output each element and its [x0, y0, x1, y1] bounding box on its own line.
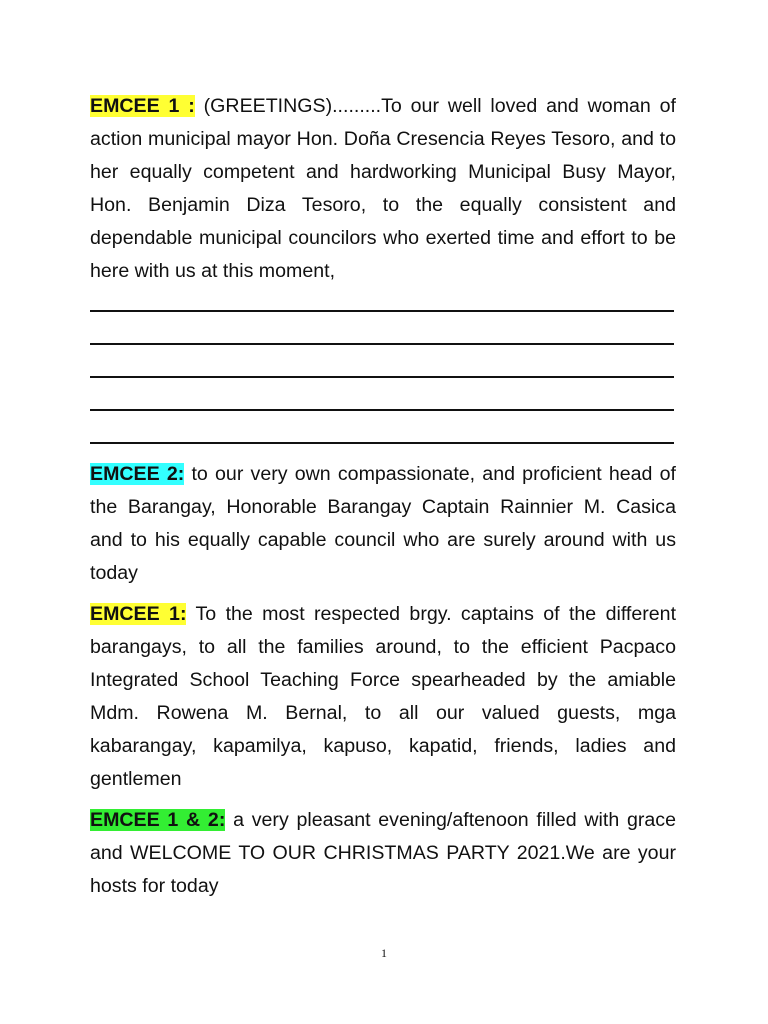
speaker-label-emcee-1: EMCEE 1: [90, 603, 187, 625]
paragraph-text: To the most respected brgy. captains of the different barangays, to all the families around, to the efficient Pacpaco Integrated School Teaching Force spearheaded by the amiable Mdm. Rowena M. Bernal, to all our valued guests, mga kabarangay, kapamilya, kapuso, kapatid, friends, ladies and gentlemen [90, 603, 677, 790]
blank-line [90, 411, 674, 444]
paragraph-emcee-1-and-2 [90, 804, 676, 903]
page-number: 1 [381, 946, 387, 960]
blank-fill-lines [90, 295, 676, 444]
paragraph-text: to our very own compassionate, and proficient head of the Barangay, Honorable Barangay Captain Rainnier M. Casica and to his equally capable council who are surely around with us today [90, 463, 676, 584]
speaker-label-emcee-1-and-2: EMCEE 1 & 2: [90, 809, 226, 831]
blank-line [90, 312, 674, 345]
paragraph-text: a very pleasant evening/aftenoon filled with grace and WELCOME TO OUR CHRISTMAS PARTY 2021.We are your hosts for today [90, 809, 676, 897]
paragraph-emcee-2 [90, 458, 676, 590]
speaker-label-emcee-2: EMCEE 2: [90, 463, 185, 485]
blank-line [90, 378, 674, 411]
paragraph-emcee-1-greetings [90, 90, 676, 288]
blank-line [90, 295, 674, 312]
speaker-label-emcee-1: EMCEE 1 : [90, 95, 195, 117]
paragraph-emcee-1-guests [90, 598, 676, 796]
document-body [90, 90, 676, 903]
paragraph-text: (GREETINGS).........To our well loved and woman of action municipal mayor Hon. Doña Cresencia Reyes Tesoro, and to her equally competent and hardworking Municipal Busy Mayor, Hon. Benjamin Diza Tesoro, to the equally consistent and dependable municipal councilors who exerted time and effort to be here with us at this moment, [90, 95, 676, 282]
blank-line [90, 345, 674, 378]
